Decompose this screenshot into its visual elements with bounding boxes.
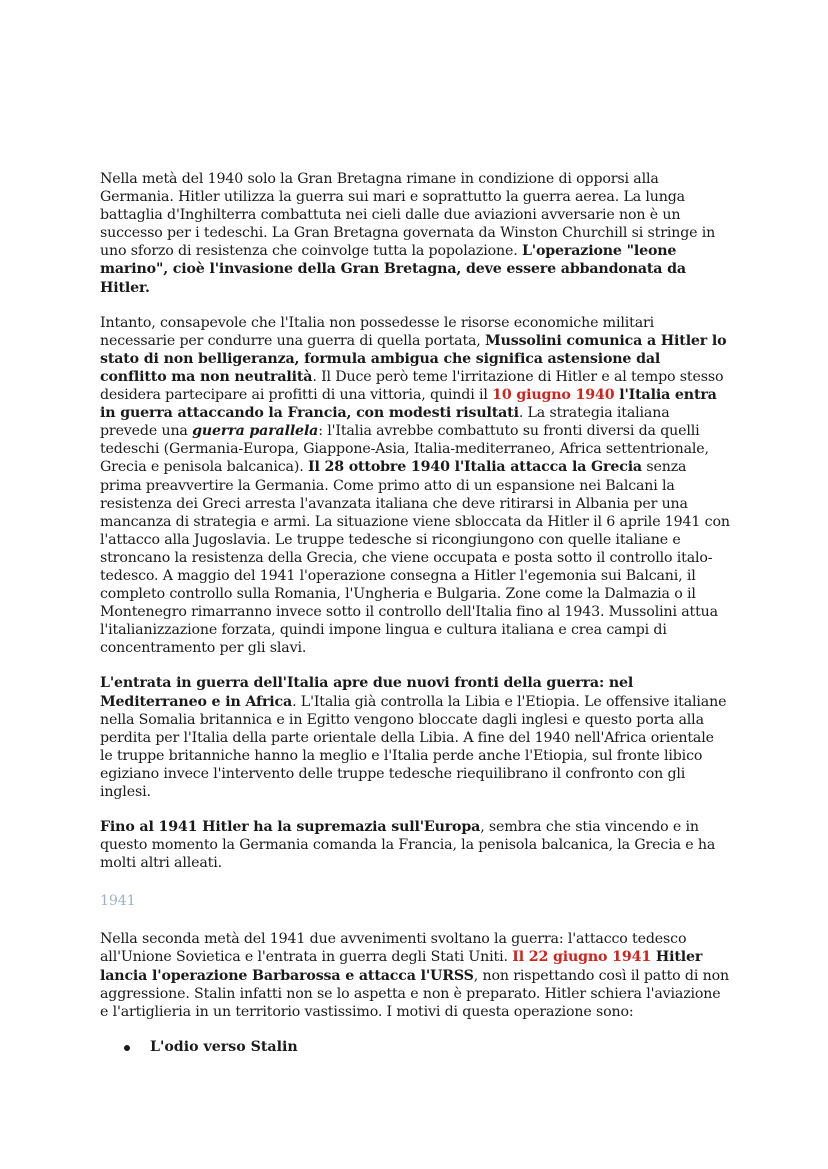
list-item: L'odio verso Stalin (100, 1038, 730, 1056)
paragraph-italy-enters-war: Intanto, consapevole che l'Italia non possedesse le risorse economiche militari necessarie per condurre una guerra di quella portata, Mussolini comunica a Hitler lo stato di non belligeranza, formula ambigua che significa astensione dal conflitto ma non neutralità. Il Duce però teme l'irritazione di Hitler e al tempo stesso desidera partecipare ai profitti di una vittoria, quindi il 10 giugno 1940 l'Italia entra in guerra attaccando la Francia, con modesti risultati. La strategia italiana prevede una guerra parallela: l'Italia avrebbe combattuto su fronti diversi da quelli tedeschi (Germania-Europa, Giappone-Asia, Italia-mediterraneo, Africa settentrionale, Grecia e penisola balcanica). Il 28 ottobre 1940 l'Italia attacca la Grecia senza prima preavvertire la Germania. Come primo atto di un espansione nei Balcani la resistenza dei Greci arresta l'avanzata italiana che deve ritirarsi in Albania per una mancanza di strategia e armi. La situazione viene sbloccata da Hitler il 6 aprile 1941 con l'attacco alla Jugoslavia. Le truppe tedesche si ricongiungono con quelle italiane e stroncano la resistenza della Grecia, che viene occupata e posta sotto il controllo italo-tedesco. A maggio del 1941 l'operazione consegna a Hitler l'egemonia sui Balcani, il completo controllo sulla Romania, l'Ungheria e Bulgaria. Zone come la Dalmazia o il Montenegro rimarranno invece sotto il controllo dell'Italia fino al 1943. Mussolini attua l'italianizzazione forzata, quindi impone lingua e cultura italiana e crea campi di concentramento per gli slavi. (100, 314, 730, 657)
bullet-dot-icon (124, 1045, 130, 1051)
paragraph-battle-of-britain: Nella metà del 1940 solo la Gran Bretagna rimane in condizione di opporsi alla Germania. Hitler utilizza la guerra sui mari e soprattutto la guerra aerea. La lunga battaglia d'Inghilterra combattuta nei cieli dalle due aviazioni avversarie non è un successo per i tedeschi. La Gran Bretagna governata da Winston Churchill si stringe in uno sforzo di resistenza che coinvolge tutta la popolazione. L'operazione "leone marino", cioè l'invasione della Gran Bretagna, deve essere abbandonata da Hitler. (100, 171, 716, 296)
bullet-list (100, 1038, 730, 1056)
paragraph-hitler-supremacy: Fino al 1941 Hitler ha la supremazia sull'Europa, sembra che stia vincendo e in questo momento la Germania comanda la Francia, la penisola balcanica, la Grecia e ha molti altri alleati. (100, 819, 716, 872)
paragraph-operation-barbarossa: Nella seconda metà del 1941 due avvenimenti svoltano la guerra: l'attacco tedesco all'Unione Sovietica e l'entrata in guerra degli Stati Uniti. Il 22 giugno 1941 Hitler lancia l'operazione Barbarossa e attacca l'URSS, non rispettando così il patto di non aggressione. Stalin infatti non se lo aspetta e non è preparato. Hitler schiera l'aviazione e l'artiglieria in un territorio vastissimo. I motivi di questa operazione sono: (100, 931, 729, 1020)
section-heading-1941: 1941 (100, 893, 136, 910)
paragraph-mediterranean-africa: L'entrata in guerra dell'Italia apre due nuovi fronti della guerra: nel Mediterraneo e in Africa. L'Italia già controlla la Libia e l'Etiopia. Le offensive italiane nella Somalia britannica e in Egitto vengono bloccate dagli inglesi e questo porta alla perdita per l'Italia della parte orientale della Libia. A fine del 1940 nell'Africa orientale le truppe britanniche hanno la meglio e l'Italia perde anche l'Etiopia, sul fronte libico egiziano invece l'intervento delle truppe tedesche riequilibrano il confronto con gli inglesi. (100, 675, 727, 800)
document-page (100, 170, 730, 1056)
